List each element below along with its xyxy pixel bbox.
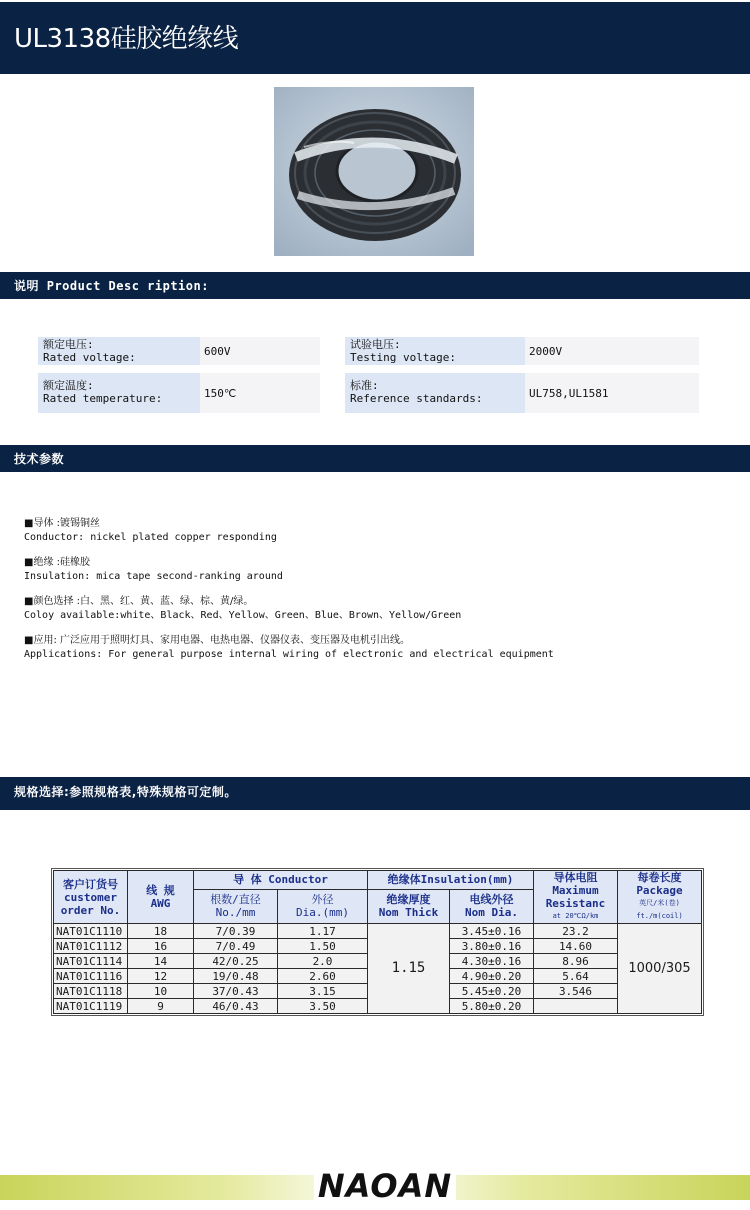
header-pkg-unit: ft./m(coil) [636, 912, 683, 920]
header-thickness [368, 889, 450, 923]
cell-res: 14.60 [534, 939, 618, 954]
header-strand [194, 889, 278, 923]
header-res-unit: at 20℃Ω/km [552, 912, 599, 920]
cell-awg: 12 [128, 969, 194, 984]
spec-value-rated-temperature: 150℃ [200, 373, 320, 413]
cell-order: NAT01C1119 [54, 999, 128, 1014]
spec-value-reference-standards: UL758,UL1581 [525, 373, 699, 413]
header-strand-cn: 根数/直径 [210, 893, 261, 907]
cell-awg: 9 [128, 999, 194, 1014]
spec-label-cn: 额定电压: [43, 338, 94, 351]
section-selection-title: 规格选择:参照规格表,特殊规格可定制。 [14, 785, 237, 799]
header-thick-cn: 绝缘厚度 [386, 893, 431, 907]
header-pkg-en: Package [636, 884, 683, 897]
cell-order: NAT01C1112 [54, 939, 128, 954]
header-res-cn: 导体电阻 [553, 871, 598, 884]
section-tech-title: 技术参数 [14, 452, 65, 466]
table-row [54, 924, 702, 939]
spec-table [53, 870, 702, 1014]
header-conductor: 导 体 Conductor [194, 871, 368, 890]
tech-param-insulation [24, 556, 283, 584]
tech-param-conductor [24, 517, 277, 545]
header-dia-en: Nom Dia. [465, 906, 518, 920]
tech-param-colors [24, 595, 461, 623]
cell-strand: 37/0.43 [194, 984, 278, 999]
cell-dia: 3.45±0.16 [450, 924, 534, 939]
header-pkg-unit: 英尺/米(卷) [639, 899, 680, 907]
cell-order: NAT01C1110 [54, 924, 128, 939]
header-awg [128, 871, 194, 924]
cell-awg: 14 [128, 954, 194, 969]
cell-res [534, 999, 618, 1014]
tech-param-en: Conductor: nickel plated copper responding [24, 532, 277, 543]
cell-strand: 7/0.49 [194, 939, 278, 954]
header-dia-cn: 电线外径 [469, 893, 514, 907]
header-order-en: order No. [60, 903, 121, 917]
header-awg-en: AWG [150, 897, 171, 910]
spec-label-en: Rated temperature: [43, 392, 163, 405]
cell-dia: 4.90±0.20 [450, 969, 534, 984]
title-bar [0, 2, 750, 74]
header-od [278, 889, 368, 923]
cell-res: 23.2 [534, 924, 618, 939]
spec-label-reference-standards [345, 373, 525, 413]
header-od-en: Dia.(mm) [296, 906, 349, 920]
cell-od: 1.50 [278, 939, 368, 954]
tech-param-cn: ■导体 :镀锡铜丝 [24, 518, 100, 529]
cell-res: 8.96 [534, 954, 618, 969]
header-res-en: Maximum [552, 884, 599, 897]
tech-param-cn: ■应用: 广泛应用于照明灯具、家用电器、电热电器、仪器仪表、变压器及电机引出线。 [24, 635, 410, 646]
section-description-bar [0, 272, 750, 299]
cell-strand: 42/0.25 [194, 954, 278, 969]
spec-label-cn: 试验电压: [350, 338, 401, 351]
cell-od: 3.15 [278, 984, 368, 999]
cell-res: 3.546 [534, 984, 618, 999]
tech-param-cn: ■绝缘 :硅橡胶 [24, 557, 90, 568]
header-awg-cn: 线 规 [146, 884, 175, 897]
cell-thickness: 1.15 [368, 924, 450, 1014]
header-strand-en: No./mm [215, 906, 256, 920]
spec-value-testing-voltage: 2000V [525, 337, 699, 365]
cell-awg: 18 [128, 924, 194, 939]
header-resistance [534, 871, 618, 924]
header-insulation: 绝缘体Insulation(mm) [368, 871, 534, 890]
cell-od: 3.50 [278, 999, 368, 1014]
header-order-en: customer [64, 890, 117, 904]
cell-strand: 19/0.48 [194, 969, 278, 984]
cell-dia: 4.30±0.16 [450, 954, 534, 969]
cell-awg: 16 [128, 939, 194, 954]
section-tech-bar [0, 445, 750, 472]
cell-package: 1000/305 [618, 924, 702, 1014]
brand-logo-text: NAOAN [317, 1167, 453, 1205]
cell-dia: 5.80±0.20 [450, 999, 534, 1014]
section-selection-bar [0, 777, 750, 810]
spec-label-rated-voltage [38, 337, 200, 365]
cell-res: 5.64 [534, 969, 618, 984]
spec-label-testing-voltage [345, 337, 525, 365]
tech-param-en: Coloy available:white、Black、Red、Yellow、Green、Blue、Brown、Yellow/Green [24, 610, 462, 621]
cell-od: 1.17 [278, 924, 368, 939]
section-description-title: 说明 Product Desc ription: [14, 279, 209, 293]
spec-label-rated-temperature [38, 373, 200, 413]
header-diameter [450, 889, 534, 923]
spec-label-en: Testing voltage: [350, 351, 456, 364]
page-title: UL3138硅胶绝缘线 [14, 24, 239, 54]
tech-param-cn: ■颜色选择 :白、黑、红、黄、蓝、绿、棕、黄/绿。 [24, 596, 254, 607]
cell-order: NAT01C1114 [54, 954, 128, 969]
cell-od: 2.60 [278, 969, 368, 984]
cell-dia: 3.80±0.16 [450, 939, 534, 954]
header-package [618, 871, 702, 924]
spec-label-en: Reference standards: [350, 392, 483, 405]
cell-strand: 7/0.39 [194, 924, 278, 939]
cell-dia: 5.45±0.20 [450, 984, 534, 999]
header-pkg-cn: 每卷长度 [637, 871, 682, 884]
header-thick-en: Nom Thick [378, 906, 439, 920]
cell-od: 2.0 [278, 954, 368, 969]
header-order-cn: 客户订货号 [63, 877, 118, 891]
product-photo [274, 87, 474, 256]
tech-param-en: Applications: For general purpose internal wiring of electronic and electrical equipment [24, 649, 554, 660]
tech-param-applications [24, 634, 554, 662]
spec-value-rated-voltage: 600V [200, 337, 320, 365]
spec-label-cn: 额定温度: [43, 379, 94, 392]
tech-param-en: Insulation: mica tape second-ranking around [24, 571, 283, 582]
spec-label-en: Rated voltage: [43, 351, 136, 364]
brand-logo [314, 1164, 456, 1208]
header-res-en: Resistanc [545, 897, 606, 910]
cell-awg: 10 [128, 984, 194, 999]
spec-label-cn: 标准: [350, 379, 379, 392]
header-order [54, 871, 128, 924]
header-od-cn: 外径 [311, 893, 334, 907]
cell-strand: 46/0.43 [194, 999, 278, 1014]
cell-order: NAT01C1116 [54, 969, 128, 984]
cell-order: NAT01C1118 [54, 984, 128, 999]
